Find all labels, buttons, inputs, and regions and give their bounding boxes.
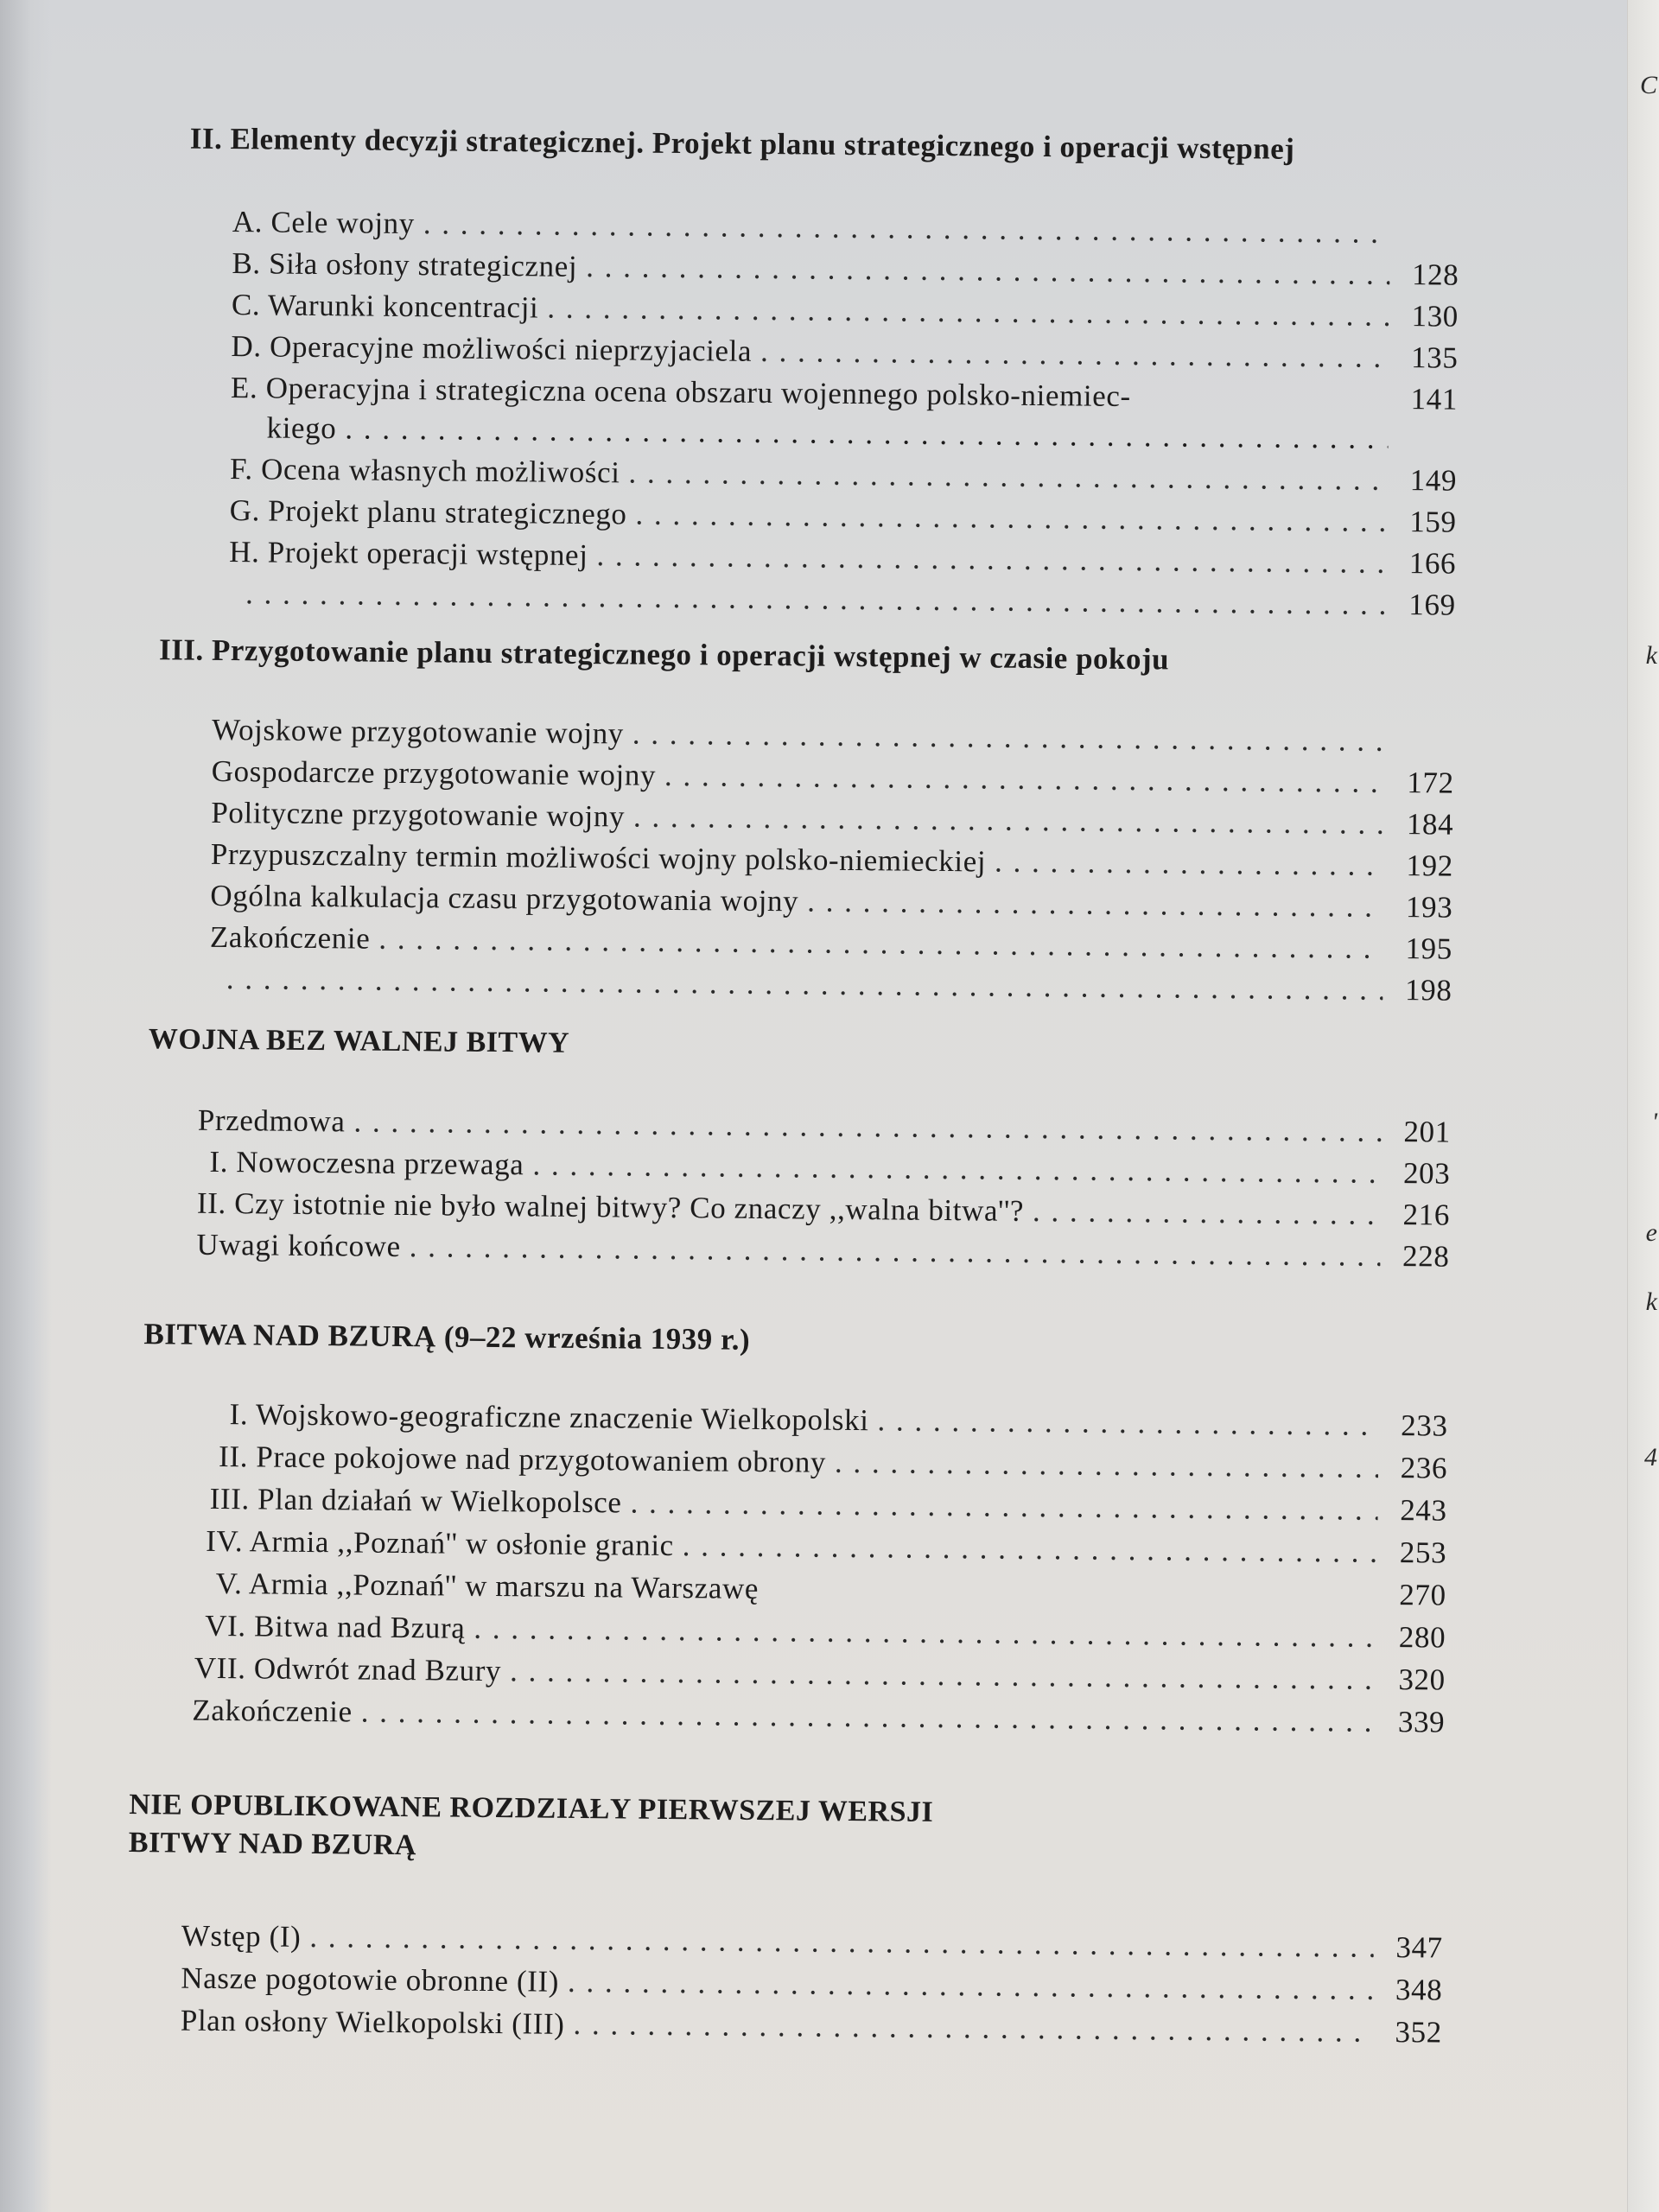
toc-page-number: 149 — [1409, 463, 1458, 498]
toc-entry — [181, 1919, 1443, 1966]
toc-entry-label: G. Projekt planu strategicznego — [229, 493, 627, 531]
toc-entry-label: Nasze pogotowie obronne (II) — [181, 1961, 560, 1999]
edge-glyph: k — [1645, 641, 1657, 670]
toc-page-number: 193 — [1405, 890, 1453, 925]
toc-entry — [230, 452, 1457, 499]
toc-entry — [194, 1397, 1447, 1444]
section-title: NIE OPUBLIKOWANE ROZDZIAŁY PIERWSZEJ WERSJI — [129, 1788, 934, 1828]
toc-entry-label: Zakończenie — [209, 919, 371, 956]
adjacent-page-edge — [1627, 0, 1659, 2212]
toc-entry — [197, 1186, 1450, 1233]
toc-entry-label: Gospodarcze przygotowanie wojny — [211, 753, 657, 792]
toc-entry-label: F. Ocena własnych możliwości — [229, 452, 620, 490]
toc-page-number: 172 — [1407, 766, 1454, 800]
toc-entry — [212, 713, 1454, 760]
toc-entry — [229, 576, 1456, 623]
toc-page-number: 159 — [1409, 505, 1457, 539]
section-title-line-2: BITWY NAD BZURĄ — [128, 1826, 417, 1862]
toc-entry-label: D. Operacyjne możliwości nieprzyjaciela — [231, 329, 753, 368]
toc-entry — [210, 879, 1452, 925]
toc-entry-label: Przedmowa — [197, 1103, 346, 1139]
toc-entry-label: IV. Armia ,,Poznań'' w osłonie granic — [206, 1523, 674, 1563]
toc-page-number: 141 — [1410, 382, 1459, 416]
toc-page-number: 201 — [1403, 1115, 1452, 1149]
toc-entry — [198, 1103, 1451, 1150]
toc-page-number: 203 — [1402, 1156, 1451, 1191]
toc-entry-label: VII. Odwrót znad Bzury — [194, 1650, 502, 1688]
toc-page-number: 352 — [1395, 2015, 1443, 2050]
toc-entry — [229, 535, 1456, 582]
toc-entry — [209, 962, 1452, 1008]
toc-entry-label: II. Prace pokojowe nad przygotowaniem obrony — [218, 1439, 827, 1479]
section-title: WOJNA BEZ WALNEJ BITWY — [148, 1023, 570, 1059]
toc-page-number: 348 — [1395, 1973, 1443, 2007]
edge-glyph: C — [1639, 71, 1657, 99]
toc-entry-label: VI. Bitwa nad Bzurą — [205, 1608, 466, 1645]
toc-entry-label: Plan osłony Wielkopolski (III) — [180, 2003, 565, 2041]
toc-entry-label: V. Armia ,,Poznań'' w marszu na Warszawę — [215, 1566, 760, 1605]
toc-entry — [181, 1961, 1442, 2008]
toc-entry-label: Ogólna kalkulacja czasu przygotowania wojny — [210, 878, 799, 918]
toc-page-number: 169 — [1408, 588, 1456, 622]
toc-entry-label: Przypuszczalny termin możliwości wojny polsko-niemieckiej — [210, 836, 987, 879]
section-title: III. Przygotowanie planu strategicznego i operacji wstępnej w czasie pokoju — [158, 632, 1170, 677]
toc-entry-label: Uwagi końcowe — [196, 1227, 401, 1263]
section-title: BITWA NAD BZURĄ (9–22 września 1939 r.) — [143, 1317, 751, 1357]
toc-page-number: 280 — [1398, 1620, 1446, 1655]
toc-page-number: 233 — [1401, 1408, 1448, 1443]
toc-page-number: 320 — [1398, 1662, 1446, 1697]
toc-page-number: 228 — [1402, 1239, 1450, 1274]
edge-glyph: k — [1645, 1287, 1657, 1316]
toc-entry — [193, 1609, 1446, 1656]
toc-entry-label: E. Operacyjna i strategiczna ocena obszaru wojennego polsko-niemiec- — [230, 371, 1131, 414]
toc-entry — [232, 288, 1459, 334]
toc-entry-continuation — [266, 410, 1457, 456]
toc-entry-label: II. Czy istotnie nie było walnej bitwy? Co znaczy ,,walna bitwa''? — [196, 1185, 1025, 1228]
toc-entry — [194, 1482, 1447, 1529]
toc-entry-label: A. Cele wojny — [232, 205, 416, 241]
toc-entry — [232, 205, 1459, 251]
toc-entry-label: kiego — [266, 410, 337, 446]
toc-entry — [194, 1567, 1446, 1613]
toc-page-number: 253 — [1399, 1535, 1447, 1570]
toc-entry — [192, 1694, 1445, 1740]
toc-entry — [211, 796, 1453, 842]
toc-page-number: 184 — [1406, 807, 1454, 842]
toc-page-number: 243 — [1400, 1493, 1447, 1528]
toc-entry — [196, 1228, 1449, 1274]
toc-entry — [210, 920, 1452, 967]
toc-entry — [197, 1145, 1450, 1192]
toc-entry — [231, 329, 1458, 376]
toc-page-number: 192 — [1406, 849, 1453, 883]
toc-page-number: 198 — [1404, 973, 1452, 1007]
toc-page-number: 347 — [1395, 1930, 1443, 1965]
toc-page-number: 236 — [1400, 1451, 1448, 1485]
toc-entry — [193, 1651, 1446, 1698]
toc-page-number: 339 — [1397, 1705, 1446, 1739]
edge-glyph: 4 — [1644, 1443, 1657, 1471]
toc-page-number: 216 — [1402, 1198, 1451, 1232]
toc-entry — [194, 1524, 1446, 1571]
edge-glyph: ' — [1651, 1108, 1657, 1136]
toc-entry-label: Wojskowe przygotowanie wojny — [212, 712, 625, 751]
toc-entry-label: Wstęp (I) — [181, 1918, 302, 1954]
toc-page-number: 166 — [1408, 546, 1457, 581]
section-title: II. Elementy decyzji strategicznej. Projekt planu strategicznego i operacji wstępnej — [189, 121, 1295, 166]
toc-entry-label: III. Plan działań w Wielkopolsce — [209, 1481, 622, 1520]
toc-entry-label: C. Warunki koncentracji — [231, 288, 539, 325]
toc-page-number: 270 — [1399, 1578, 1446, 1612]
toc-entry — [181, 2004, 1442, 2050]
toc-entry-label: Zakończenie — [192, 1693, 353, 1729]
toc-entry-label: Polityczne przygotowanie wojny — [211, 795, 626, 834]
table-of-contents — [128, 121, 1469, 2050]
toc-entry — [231, 371, 1458, 417]
toc-page-number: 128 — [1411, 257, 1459, 292]
toc-entry — [232, 246, 1459, 293]
book-spine-shadow — [0, 0, 52, 2212]
toc-entry — [212, 754, 1454, 801]
toc-page-number: 195 — [1405, 931, 1453, 966]
toc-entry-label: I. Wojskowo-geograficzne znaczenie Wielkopolski — [229, 1397, 869, 1438]
toc-entry — [229, 493, 1456, 540]
toc-entry-label: B. Siła osłony strategicznej — [232, 246, 578, 283]
toc-page-number: 135 — [1410, 340, 1459, 375]
toc-page-number: 130 — [1411, 299, 1459, 334]
toc-entry — [211, 837, 1453, 884]
toc-entry-label: H. Projekt operacji wstępnej — [229, 535, 588, 573]
toc-entry — [194, 1440, 1447, 1486]
edge-glyph: e — [1645, 1218, 1657, 1247]
toc-entry-label: I. Nowoczesna przewaga — [209, 1144, 524, 1182]
